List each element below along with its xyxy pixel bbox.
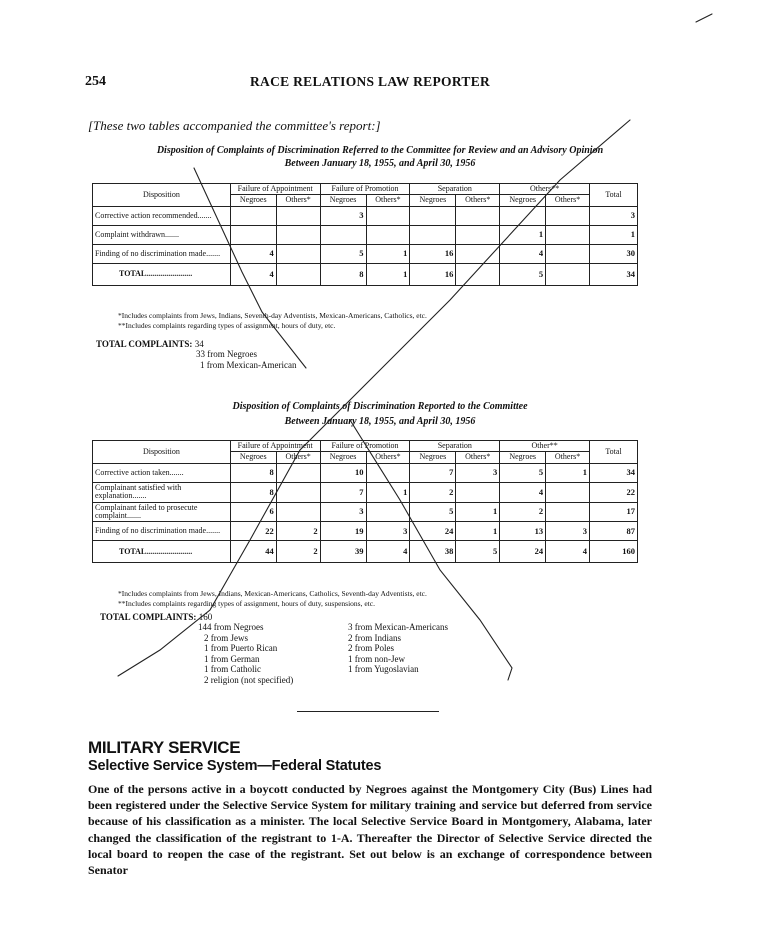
table2-sub-negroes: Negroes <box>320 452 366 463</box>
list-item: 2 from Jews <box>204 632 248 643</box>
table-cell: 3 <box>366 522 410 541</box>
list-item: 1 from Yugoslavian <box>348 664 419 674</box>
row-label: Finding of no discrimination made....... <box>93 522 231 541</box>
list-item: 1 from German <box>204 653 260 664</box>
row-total: 22 <box>590 482 638 502</box>
table-cell: 1 <box>366 482 410 502</box>
row-label: Complainant satisfied with explanation....... <box>93 482 231 502</box>
row-total: 17 <box>590 502 638 522</box>
table-cell: 44 <box>230 541 276 563</box>
table-cell: 3 <box>320 206 366 225</box>
row-total: 87 <box>590 522 638 541</box>
table1-group: Others** <box>500 184 590 195</box>
row-total: 160 <box>590 541 638 563</box>
table1-sub-negroes: Negroes <box>500 195 546 206</box>
table-cell: 24 <box>500 541 546 563</box>
table1-footnote2: **Includes complaints regarding types of assignment, hours of duty, etc. <box>118 321 336 330</box>
table2-col-disposition: Disposition <box>93 441 231 464</box>
table-cell: 39 <box>320 541 366 563</box>
row-total: 30 <box>590 244 638 263</box>
row-total: 1 <box>590 225 638 244</box>
table-cell: 10 <box>320 463 366 482</box>
table1-group: Failure of Promotion <box>320 184 410 195</box>
table2-group: Failure of Promotion <box>320 441 410 452</box>
list-item: 3 from Mexican-Americans <box>348 622 448 632</box>
table1-sub-negroes: Negroes <box>410 195 456 206</box>
row-total: 34 <box>590 463 638 482</box>
table-cell: 3 <box>456 463 500 482</box>
table2-footnote2: **Includes complaints regarding types of assignment, hours of duty, suspensions, etc. <box>118 599 375 608</box>
table1-sub-others: Others* <box>276 195 320 206</box>
table2-title: Disposition of Complaints of Discrimination Reported to the Committee <box>232 401 528 412</box>
table2-sub-others: Others* <box>276 452 320 463</box>
row-label: Complaint withdrawn....... <box>93 225 231 244</box>
table1-group: Separation <box>410 184 500 195</box>
list-item: 2 religion (not specified) <box>204 674 294 685</box>
row-total: 34 <box>590 263 638 285</box>
intro-note: [These two tables accompanied the committee's report:] <box>88 118 381 133</box>
table1-sub-others: Others* <box>366 195 410 206</box>
table-cell: 5 <box>320 244 366 263</box>
table2-complaints-label: TOTAL COMPLAINTS: <box>100 612 197 622</box>
list-item: 2 from Poles <box>348 643 394 653</box>
table-cell: 2 <box>410 482 456 502</box>
table1-sub-negroes: Negroes <box>320 195 366 206</box>
list-item: 33 from Negroes <box>196 349 257 359</box>
table2-sub-others: Others* <box>456 452 500 463</box>
table-cell: 5 <box>456 541 500 563</box>
table1-group: Failure of Appointment <box>230 184 320 195</box>
row-label: Finding of no discrimination made....... <box>93 244 231 263</box>
total-row-label: TOTAL....................... <box>93 541 231 563</box>
table-cell: 4 <box>230 263 276 285</box>
table1-footnote1: *Includes complaints from Jews, Indians, Seventh-day Adventists, Mexican-Americans, Catholics, etc. <box>118 311 427 320</box>
table2-col-total: Total <box>590 441 638 464</box>
row-label: Complainant failed to prosecute complaint....... <box>93 502 231 522</box>
table-cell: 6 <box>230 502 276 522</box>
table-cell: 38 <box>410 541 456 563</box>
table1-col-disposition: Disposition <box>93 184 231 207</box>
table-cell: 8 <box>320 263 366 285</box>
table-cell: 4 <box>500 482 546 502</box>
table-cell: 1 <box>366 244 410 263</box>
table2-footnote1: *Includes complaints from Jews, Indians, Mexican-Americans, Catholics, Seventh-day Adventists, etc. <box>118 589 427 598</box>
table-cell: 24 <box>410 522 456 541</box>
table-cell: 2 <box>276 522 320 541</box>
table2-group: Separation <box>410 441 500 452</box>
strike-stroke <box>350 420 512 680</box>
page-number: 254 <box>85 74 106 89</box>
table-cell: 5 <box>500 463 546 482</box>
table-cell: 8 <box>230 463 276 482</box>
list-item: 1 from Puerto Rican <box>204 643 278 653</box>
table1-sub-others: Others* <box>546 195 590 206</box>
table1-sub-negroes: Negroes <box>230 195 276 206</box>
table2-complaints-total: 160 <box>198 612 213 622</box>
table-cell: 2 <box>276 541 320 563</box>
table-cell: 1 <box>546 463 590 482</box>
table-cell: 4 <box>230 244 276 263</box>
table1-complaints-total: 34 <box>194 339 204 349</box>
list-item: 144 from Negroes <box>198 622 264 632</box>
strike-stroke <box>118 120 630 676</box>
table-cell: 5 <box>500 263 546 285</box>
table-cell: 22 <box>230 522 276 541</box>
running-head: RACE RELATIONS LAW REPORTER <box>250 74 491 89</box>
table2-sub-negroes: Negroes <box>410 452 456 463</box>
table-cell: 16 <box>410 263 456 285</box>
table-cell: 1 <box>366 263 410 285</box>
table-cell: 4 <box>366 541 410 563</box>
table2-group: Failure of Appointment <box>230 441 320 452</box>
table-cell: 3 <box>546 522 590 541</box>
list-item: 2 from Indians <box>348 632 401 643</box>
table1-title: Disposition of Complaints of Discrimination Referred to the Committee for Review and an Advisory Opinion <box>156 145 604 156</box>
table-cell: 1 <box>456 502 500 522</box>
table-cell: 5 <box>410 502 456 522</box>
table-cell: 4 <box>500 244 546 263</box>
section-subtitle: Selective Service System—Federal Statutes <box>88 758 382 774</box>
table-cell: 19 <box>320 522 366 541</box>
table1-subtitle: Between January 18, 1955, and April 30, 1956 <box>284 158 476 169</box>
table1-complaints-label: TOTAL COMPLAINTS: <box>96 339 193 349</box>
table-cell: 4 <box>546 541 590 563</box>
table-cell: 3 <box>320 502 366 522</box>
body-paragraph: One of the persons active in a boycott conducted by Negroes against the Montgomery City (Bus) Lines had been registered under the Selective Service System for military training and service but deferred from service because of his classification as a minister. The local Selective Service Board in Montgomery, Alabama, later changed the classification of the registrant to 1-A. Thereafter the Director of Selective Service directed the local board to reopen the case of the registrant. Set out below is an exchange of correspondence between Senator <box>88 782 652 878</box>
table-cell: 7 <box>320 482 366 502</box>
list-item: 1 from non-Jew <box>348 653 405 664</box>
table1-col-total: Total <box>590 184 638 207</box>
table-cell: 1 <box>500 225 546 244</box>
table-cell: 13 <box>500 522 546 541</box>
table2-sub-others: Others* <box>546 452 590 463</box>
table-cell: 7 <box>410 463 456 482</box>
list-item: 1 from Catholic <box>204 664 261 674</box>
table-cell: 8 <box>230 482 276 502</box>
strike-stroke <box>696 14 712 22</box>
table-cell: 2 <box>500 502 546 522</box>
row-label: Corrective action recommended....... <box>93 206 231 225</box>
table2-sub-negroes: Negroes <box>230 452 276 463</box>
total-row-label: TOTAL....................... <box>93 263 231 285</box>
table-cell: 16 <box>410 244 456 263</box>
table2-sub-negroes: Negroes <box>500 452 546 463</box>
table-cell: 1 <box>456 522 500 541</box>
strike-stroke <box>194 168 306 368</box>
table1-sub-others: Others* <box>456 195 500 206</box>
row-total: 3 <box>590 206 638 225</box>
list-item: 1 from Mexican-American <box>200 359 297 370</box>
row-label: Corrective action taken....... <box>93 463 231 482</box>
table2-subtitle: Between January 18, 1955, and April 30, 1956 <box>284 416 476 427</box>
table2-sub-others: Others* <box>366 452 410 463</box>
table2-group: Other** <box>500 441 590 452</box>
section-title: MILITARY SERVICE <box>88 738 241 757</box>
